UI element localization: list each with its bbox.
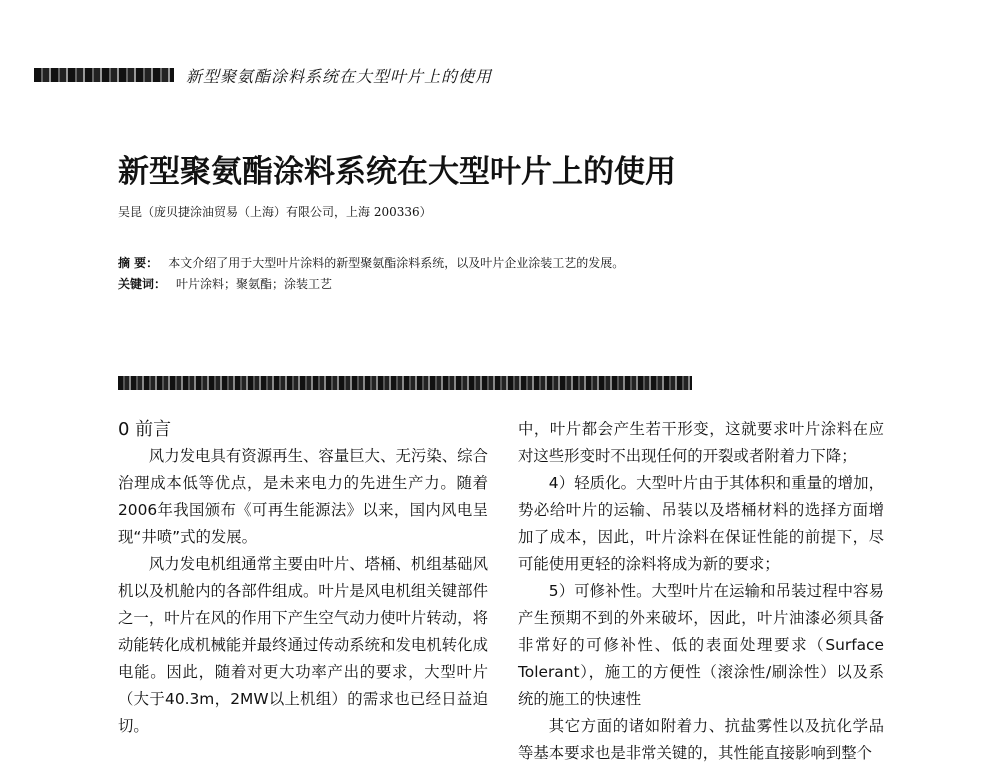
paragraph-wind-power-advantages: 风力发电具有资源再生、容量巨大、无污染、综合治理成本低等优点，是未来电力的先进生产力。随着2006年我国颁布《可再生能源法》以来，国内风电呈现“井喷”式的发展。 <box>118 447 488 546</box>
keywords-line <box>118 275 332 292</box>
section-heading-introduction: 0 前言 <box>118 419 172 440</box>
abstract-text: 本文介绍了用于大型叶片涂料的新型聚氨酯涂料系统，以及叶片企业涂装工艺的发展。 <box>168 256 625 270</box>
paragraph-repairability: 5）可修补性。大型叶片在运输和吊装过程中容易产生预期不到的外来破坏，因此，叶片油漆必须具备非常好的可修补性、低的表面处理要求（Surface Tolerant），施工的方便性（滚涂性/刷涂性）以及系统的施工的快速性 <box>518 582 884 708</box>
author-affiliation: 吴昆（庞贝捷涂油贸易（上海）有限公司，上海 200336） <box>118 205 432 219</box>
body-column-right <box>518 416 884 767</box>
paragraph-other-requirements: 其它方面的诸如附着力、抗盐雾性以及抗化学品等基本要求也是非常关键的，其性能直接影响到整个 <box>518 717 884 762</box>
body-column-left <box>118 416 488 740</box>
section-separator-bar <box>118 376 692 390</box>
abstract-line <box>118 254 624 271</box>
paragraph-lightweight: 4）轻质化。大型叶片由于其体积和重量的增加，势必给叶片的运输、吊装以及塔桶材料的选择方面增加了成本，因此，叶片涂料在保证性能的前提下，尽可能使用更轻的涂料将成为新的要求； <box>518 474 884 573</box>
article-title: 新型聚氨酯涂料系统在大型叶片上的使用 <box>118 154 676 190</box>
keywords-label: 关键词： <box>118 277 167 291</box>
abstract-label: 摘 要： <box>118 256 159 270</box>
paragraph-continued-deformation: 中，叶片都会产生若干形变，这就要求叶片涂料在应对这些形变时不出现任何的开裂或者附着力下降； <box>518 420 884 465</box>
header-decorative-bar <box>34 68 174 82</box>
keywords-text: 叶片涂料；聚氨酯；涂装工艺 <box>176 277 333 291</box>
running-header-title: 新型聚氨酯涂料系统在大型叶片上的使用 <box>186 67 493 86</box>
paragraph-blade-components: 风力发电机组通常主要由叶片、塔桶、机组基础风机以及机舱内的各部件组成。叶片是风电机组关键部件之一，叶片在风的作用下产生空气动力使叶片转动，将动能转化成机械能并最终通过传动系统和发电机转化成电能。因此，随着对更大功率产出的要求，大型叶片（大于40.3m，2MW以上机组）的需求也已经日益迫切。 <box>118 555 488 735</box>
